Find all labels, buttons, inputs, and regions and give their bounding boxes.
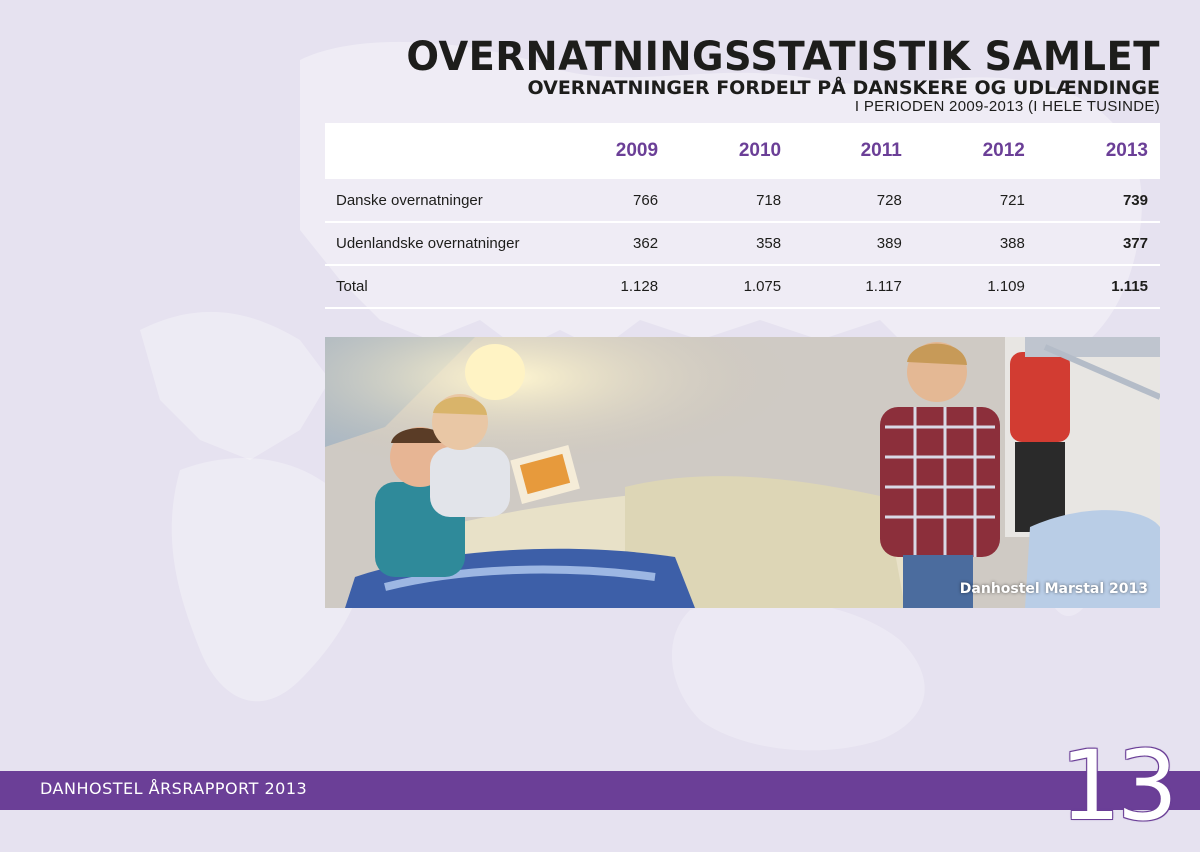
table-cell: 766 (633, 191, 659, 209)
table-header-row (325, 123, 1160, 179)
page-title: OVERNATNINGSSTATISTIK SAMLET (406, 34, 1160, 80)
table-header-year: 2010 (738, 140, 782, 161)
row-label: Udenlandske overnatninger (336, 235, 520, 252)
table-cell-highlight: 377 (1122, 235, 1148, 252)
table-cell: 358 (756, 235, 782, 252)
period-note: I PERIODEN 2009-2013 (I HELE TUSINDE) (854, 98, 1160, 115)
table-cell: 728 (876, 191, 902, 209)
table-header-year: 2009 (615, 140, 659, 161)
photo-caption: Danhostel Marstal 2013 (959, 581, 1148, 597)
table-cell-highlight: 739 (1122, 191, 1148, 209)
overnight-statistics-table (325, 123, 1160, 309)
header (375, 36, 1160, 116)
page-number: 13 (1059, 730, 1174, 842)
table-row (325, 265, 1160, 308)
table-header-year: 2012 (982, 140, 1025, 161)
table-cell-highlight: 1.115 (1111, 278, 1148, 295)
table-cell: 718 (756, 191, 782, 209)
hostel-room-photo (325, 337, 1160, 608)
table-cell: 388 (999, 235, 1025, 252)
footer-bar (0, 771, 1200, 810)
row-label: Total (336, 278, 368, 295)
table-cell: 389 (876, 235, 902, 252)
table-cell: 1.117 (865, 278, 902, 295)
report-title: DANHOSTEL ÅRSRAPPORT 2013 (40, 779, 308, 798)
table-cell: 1.109 (987, 278, 1025, 295)
table-header-year: 2011 (860, 140, 902, 161)
photo-illustration (325, 337, 1160, 608)
table-header-empty (325, 123, 547, 179)
table-header-year: 2013 (1105, 140, 1148, 161)
table-row (325, 179, 1160, 222)
page-subtitle: OVERNATNINGER FORDELT PÅ DANSKERE OG UDLÆNDINGE (527, 77, 1160, 99)
table-cell: 362 (633, 235, 659, 252)
row-label: Danske overnatninger (336, 191, 483, 209)
table-cell: 1.075 (743, 278, 782, 295)
table-cell: 721 (999, 191, 1025, 209)
table-cell: 1.128 (620, 278, 659, 295)
table-row (325, 222, 1160, 265)
